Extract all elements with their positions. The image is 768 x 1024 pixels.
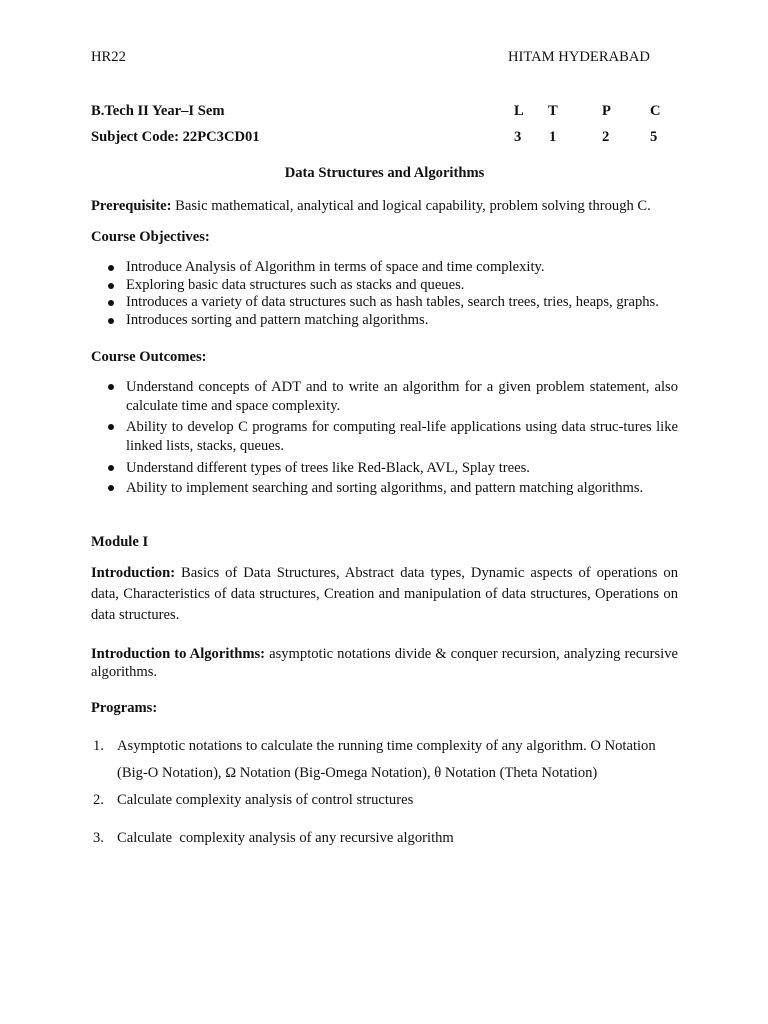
bullet-icon — [108, 485, 114, 491]
bullet-icon — [108, 384, 114, 390]
subject-title: Data Structures and Algorithms — [284, 165, 485, 181]
introduction-label: Introduction: — [91, 565, 176, 581]
algorithms-label: Introduction to Algorithms: — [91, 646, 266, 662]
list-item: 2. Calculate complexity analysis of control structures — [91, 787, 678, 814]
header-left: HR22 — [91, 49, 126, 65]
bullet-icon — [108, 265, 114, 271]
introduction-paragraph — [91, 563, 678, 626]
prerequisite-line — [91, 197, 651, 215]
list-item: Understand different types of trees like Red-Black, AVL, Splay trees. — [91, 459, 678, 478]
algorithms-paragraph — [91, 645, 678, 681]
list-number: 1. — [93, 738, 104, 754]
objectives-list — [91, 259, 678, 329]
ltpc-value-t: 1 — [549, 129, 557, 145]
list-item: Understand concepts of ADT and to write an algorithm for a given problem statement, also calculate time and space complexity. — [91, 378, 678, 416]
ltpc-header-c: C — [650, 103, 661, 119]
bullet-icon — [108, 465, 114, 471]
programs-heading: Programs: — [91, 700, 158, 716]
ltpc-header-l: L — [514, 103, 524, 119]
bullet-icon — [108, 283, 114, 289]
list-item: 3. Calculate complexity analysis of any recursive algorithm — [91, 825, 678, 852]
list-item: Introduce Analysis of Algorithm in terms of space and time complexity. — [91, 259, 678, 277]
module-heading: Module I — [91, 534, 149, 550]
ltpc-value-c: 5 — [650, 129, 658, 145]
list-item: Exploring basic data structures such as stacks and queues. — [91, 277, 678, 295]
objectives-heading: Course Objectives: — [91, 229, 210, 245]
ltpc-header-p: P — [602, 103, 611, 119]
prerequisite-label: Prerequisite: — [91, 198, 172, 214]
ltpc-value-l: 3 — [514, 129, 522, 145]
document-page — [91, 0, 678, 1024]
list-item: Introduces a variety of data structures such as hash tables, search trees, tries, heaps, graphs. — [91, 294, 678, 312]
algorithms-text: asymptotic notations divide & conquer recursion, analyzing recursive algorithms. — [91, 646, 678, 680]
list-number: 2. — [93, 792, 104, 808]
list-item: 1. Asymptotic notations to calculate the running time complexity of any algorithm. O Notation (Big-O Notation), Ω Notation (Big-Omega Notation), θ Notation (Theta Notation) — [91, 733, 678, 787]
semester-line: B.Tech II Year–I Sem — [91, 103, 225, 119]
ltpc-value-p: 2 — [602, 129, 610, 145]
bullet-icon — [108, 300, 114, 306]
introduction-text: Basics of Data Structures, Abstract data types, Dynamic aspects of operations on data, Characteristics of data structures, Creation and manipulation of data structures, Operations on data structures. — [91, 565, 678, 623]
header-right: HITAM HYDERABAD — [508, 49, 650, 65]
list-item: Ability to develop C programs for computing real-life applications using data struc-tures like linked lists, stacks, queues. — [91, 418, 678, 456]
list-item: Introduces sorting and pattern matching algorithms. — [91, 312, 678, 330]
bullet-icon — [108, 424, 114, 430]
prerequisite-text: Basic mathematical, analytical and logical capability, problem solving through C. — [171, 198, 651, 214]
outcomes-heading: Course Outcomes: — [91, 349, 207, 365]
programs-list — [91, 733, 678, 852]
bullet-icon — [108, 318, 114, 324]
list-number: 3. — [93, 830, 104, 846]
ltpc-header-t: T — [548, 103, 558, 119]
list-item: Ability to implement searching and sorting algorithms, and pattern matching algorithms. — [91, 479, 678, 498]
subject-code-line: Subject Code: 22PC3CD01 — [91, 129, 260, 145]
outcomes-list — [91, 378, 678, 498]
